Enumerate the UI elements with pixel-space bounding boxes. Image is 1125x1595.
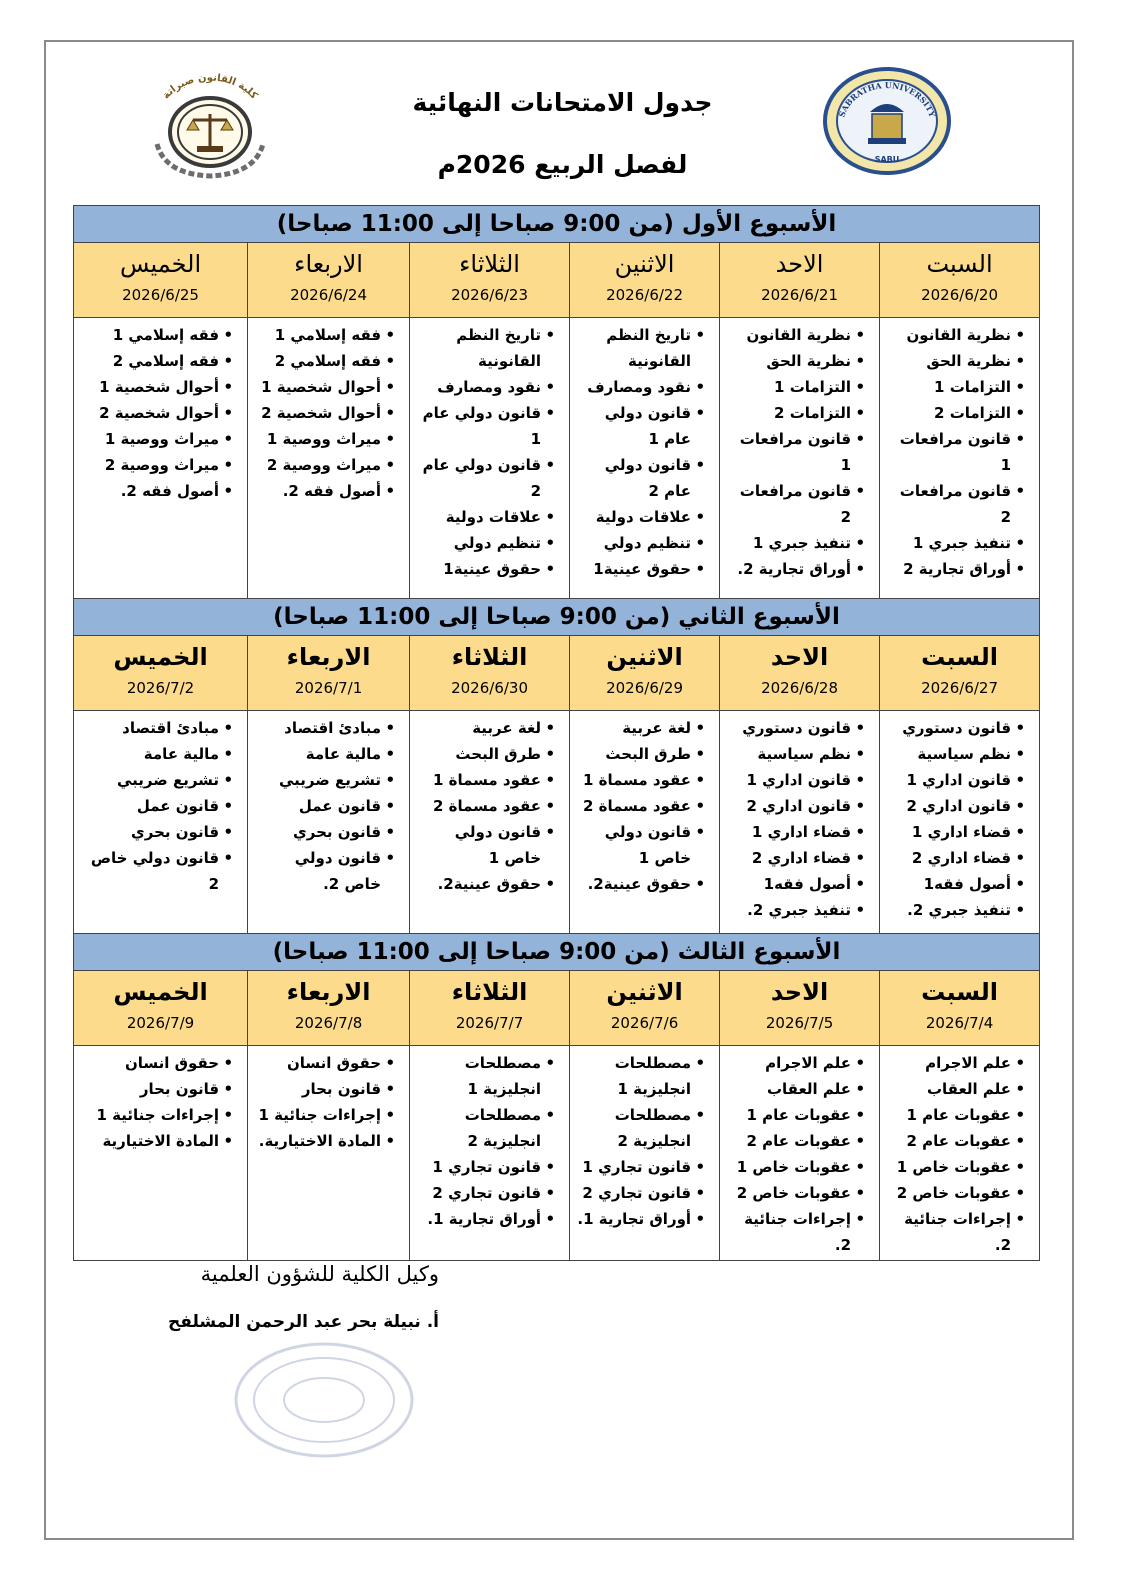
subject-item: • طرق البحث	[576, 741, 705, 767]
day-date: 2026/7/2	[126, 679, 195, 697]
day-header	[410, 971, 570, 1046]
subject-item: • حقوق عينية2.	[416, 871, 555, 897]
day-name: الاثنين	[606, 643, 683, 671]
subject-list	[880, 711, 1039, 925]
subject-item: • قضاء اداري 2	[726, 845, 865, 871]
signature-role: وكيل الكلية للشؤون العلمية	[200, 1262, 439, 1286]
subject-list	[410, 711, 569, 899]
subject-list	[248, 1046, 409, 1156]
subject-item: • أحوال شخصية 1	[80, 374, 233, 400]
subject-item: • تنظيم دولي	[576, 530, 705, 556]
subject-item: • التزامات 1	[886, 374, 1025, 400]
subject-item: • قانون تجاري 2	[576, 1180, 705, 1206]
subject-item: • قانون دولي عام 2	[416, 452, 555, 504]
day-name: الاثنين	[606, 978, 683, 1006]
subject-item: • إجراءات جنائية 1	[254, 1102, 395, 1128]
subject-item: • مصطلحات انجليزية 1	[416, 1050, 555, 1102]
faculty-logo-text: كلية القانون صبراتة	[160, 72, 260, 102]
day-name: الثلاثاء	[459, 250, 520, 278]
day-subjects	[570, 318, 720, 599]
day-header	[880, 243, 1040, 318]
day-date: 2026/6/29	[606, 679, 684, 697]
week-title: الأسبوع الثاني (من 9:00 صباحا إلى 11:00 صباحا)	[74, 599, 1040, 636]
subject-item: • تشريع ضريبي	[80, 767, 233, 793]
subject-item: • قانون بحار	[254, 1076, 395, 1102]
subject-item: • عقوبات خاص 2	[726, 1180, 865, 1206]
day-name: الخميس	[113, 643, 208, 671]
day-name: الاثنين	[614, 250, 675, 278]
subject-item: • قانون دستوري	[886, 715, 1025, 741]
subject-item: • تنظيم دولي	[416, 530, 555, 556]
subject-item: • مبادئ اقتصاد	[80, 715, 233, 741]
subject-item: • قانون تجاري 2	[416, 1180, 555, 1206]
week-header-row	[74, 599, 1040, 636]
subject-item: • تنفيذ جبري 2.	[886, 897, 1025, 923]
subject-item: • مصطلحات انجليزية 1	[576, 1050, 705, 1102]
subject-list	[74, 1046, 247, 1156]
subject-item: • مالية عامة	[254, 741, 395, 767]
day-header	[74, 243, 248, 318]
subject-item: • عقوبات عام 2	[726, 1128, 865, 1154]
subject-item: • قانون دولي خاص 2	[80, 845, 233, 897]
day-header	[74, 971, 248, 1046]
day-subjects	[570, 711, 720, 934]
subject-item: • تشريع ضريبي	[254, 767, 395, 793]
day-header	[570, 243, 720, 318]
day-header	[74, 636, 248, 711]
university-logo-abbr: SABU	[874, 155, 900, 164]
day-date: 2026/6/22	[606, 286, 684, 304]
subject-item: • قانون دولي خاص 1	[576, 819, 705, 871]
day-subjects	[720, 1046, 880, 1261]
subject-item: • عقوبات خاص 1	[726, 1154, 865, 1180]
subject-item: • قانون عمل	[80, 793, 233, 819]
official-stamp	[232, 1340, 417, 1460]
day-date: 2026/6/23	[451, 286, 529, 304]
day-date: 2026/6/24	[290, 286, 368, 304]
subject-item: • مبادئ اقتصاد	[254, 715, 395, 741]
subject-item: • عقوبات عام 1	[726, 1102, 865, 1128]
subject-item: • قانون مرافعات 2	[726, 478, 865, 530]
subject-item: • ميراث ووصية 1	[254, 426, 395, 452]
day-name: الثلاثاء	[451, 978, 528, 1006]
university-logo-text: SABRATHA UNIVERSITY	[836, 79, 938, 119]
day-subjects	[410, 1046, 570, 1261]
subject-item: • أوراق تجارية 1.	[576, 1206, 705, 1232]
day-date: 2026/6/28	[761, 679, 839, 697]
subject-list	[74, 711, 247, 899]
subject-item: • إجراءات جنائية 2.	[726, 1206, 865, 1258]
day-subjects	[74, 318, 248, 599]
week-title: الأسبوع الثالث (من 9:00 صباحا إلى 11:00 صباحا)	[74, 934, 1040, 971]
subject-item: • قانون دولي خاص 1	[416, 819, 555, 871]
subject-item: • ميراث ووصية 2	[254, 452, 395, 478]
subject-item: • قانون مرافعات 1	[726, 426, 865, 478]
subject-item: • فقه إسلامي 1	[254, 322, 395, 348]
subject-item: • علم العقاب	[886, 1076, 1025, 1102]
subject-item: • قضاء اداري 2	[886, 845, 1025, 871]
subject-item: • قانون مرافعات 2	[886, 478, 1025, 530]
day-date: 2026/6/27	[921, 679, 999, 697]
subject-item: • أوراق تجارية 2.	[726, 556, 865, 582]
day-header	[720, 971, 880, 1046]
subject-list	[570, 318, 719, 584]
subject-item: • قانون اداري 1	[726, 767, 865, 793]
day-subjects	[880, 711, 1040, 934]
subject-item: • نظم سياسية	[886, 741, 1025, 767]
day-date: 2026/6/21	[761, 286, 839, 304]
subject-item: • المادة الاختيارية.	[254, 1128, 395, 1154]
subject-item: • حقوق انسان	[80, 1050, 233, 1076]
subject-item: • علم الاجرام	[886, 1050, 1025, 1076]
day-date: 2026/7/5	[765, 1014, 834, 1032]
subject-list	[248, 711, 409, 899]
subject-item: • مصطلحات انجليزية 2	[576, 1102, 705, 1154]
day-date: 2026/7/6	[610, 1014, 679, 1032]
subject-list	[880, 318, 1039, 584]
subject-item: • تاريخ النظم القانونية	[576, 322, 705, 374]
day-name: الاحد	[770, 643, 829, 671]
day-subjects	[570, 1046, 720, 1261]
day-date: 2026/6/25	[122, 286, 199, 304]
day-date: 2026/7/7	[455, 1014, 524, 1032]
subject-item: • أحوال شخصية 2	[80, 400, 233, 426]
day-header	[570, 636, 720, 711]
day-subjects	[248, 1046, 410, 1261]
subject-item: • قضاء اداري 1	[726, 819, 865, 845]
week-title: الأسبوع الأول (من 9:00 صباحا إلى 11:00 صباحا)	[74, 206, 1040, 243]
subject-item: • المادة الاختيارية	[80, 1128, 233, 1154]
day-date: 2026/7/9	[126, 1014, 195, 1032]
subject-item: • أصول فقه 2.	[80, 478, 233, 504]
subject-item: • فقه إسلامي 2	[80, 348, 233, 374]
day-name: السبت	[921, 978, 998, 1006]
day-subjects	[410, 318, 570, 599]
subject-item: • نظرية القانون	[726, 322, 865, 348]
page-title: جدول الامتحانات النهائية	[412, 88, 713, 117]
subject-item: • أوراق تجارية 2	[886, 556, 1025, 582]
subject-item: • أوراق تجارية 1.	[416, 1206, 555, 1232]
subject-list	[880, 1046, 1039, 1260]
day-header	[410, 243, 570, 318]
subject-item: • تنفيذ جبري 1	[726, 530, 865, 556]
subject-item: • حقوق انسان	[254, 1050, 395, 1076]
subject-item: • نظم سياسية	[726, 741, 865, 767]
subject-item: • أحوال شخصية 2	[254, 400, 395, 426]
subject-item: • تنفيذ جبري 2.	[726, 897, 865, 923]
subject-item: • أحوال شخصية 1	[254, 374, 395, 400]
day-header-row	[74, 636, 1040, 711]
day-subjects	[720, 711, 880, 934]
subject-item: • قانون دولي عام 2	[576, 452, 705, 504]
subject-item: • التزامات 2	[886, 400, 1025, 426]
subject-item: • قانون اداري 2	[886, 793, 1025, 819]
page-subtitle: لفصل الربيع 2026م	[437, 150, 688, 179]
day-date: 2026/6/30	[451, 679, 529, 697]
subject-item: • عقوبات عام 2	[886, 1128, 1025, 1154]
day-date: 2026/7/8	[294, 1014, 363, 1032]
subject-item: • عقوبات عام 1	[886, 1102, 1025, 1128]
subject-item: • قانون دولي خاص 2.	[254, 845, 395, 897]
day-header	[880, 971, 1040, 1046]
subject-item: • حقوق عينية1	[576, 556, 705, 582]
subject-item: • أصول فقه1	[726, 871, 865, 897]
subject-item: • قانون اداري 2	[726, 793, 865, 819]
subject-item: • قانون دولي عام 1	[416, 400, 555, 452]
subject-item: • مصطلحات انجليزية 2	[416, 1102, 555, 1154]
subject-item: • قانون عمل	[254, 793, 395, 819]
subject-item: • عقود مسماة 1	[416, 767, 555, 793]
subject-item: • عقود مسماة 1	[576, 767, 705, 793]
day-subjects	[880, 318, 1040, 599]
day-date: 2026/6/20	[921, 286, 999, 304]
day-header	[720, 243, 880, 318]
subject-item: • مالية عامة	[80, 741, 233, 767]
subject-item: • نظرية الحق	[726, 348, 865, 374]
signature-name: أ. نبيلة بحر عبد الرحمن المشلفح	[167, 1312, 439, 1332]
day-name: الاربعاء	[294, 250, 363, 278]
day-header-row	[74, 971, 1040, 1046]
subject-list	[720, 318, 879, 584]
week-header-row	[74, 206, 1040, 243]
subject-item: • ميراث ووصية 1	[80, 426, 233, 452]
week-header-row	[74, 934, 1040, 971]
subject-item: • علم العقاب	[726, 1076, 865, 1102]
subject-item: • قانون دستوري	[726, 715, 865, 741]
subject-item: • قانون بحري	[254, 819, 395, 845]
subject-list	[720, 1046, 879, 1260]
day-subjects	[880, 1046, 1040, 1261]
subject-list	[570, 1046, 719, 1234]
day-subjects	[720, 318, 880, 599]
subject-item: • ميراث ووصية 2	[80, 452, 233, 478]
subject-item: • لغة عربية	[576, 715, 705, 741]
subject-item: • قانون بحري	[80, 819, 233, 845]
subject-item: • عقود مسماة 2	[576, 793, 705, 819]
day-header	[248, 636, 410, 711]
day-name: السبت	[921, 643, 998, 671]
day-header	[248, 243, 410, 318]
subject-item: • نقود ومصارف	[576, 374, 705, 400]
subject-item: • علم الاجرام	[726, 1050, 865, 1076]
subject-item: • علاقات دولية	[576, 504, 705, 530]
subjects-row	[74, 711, 1040, 934]
subject-item: • قانون دولي عام 1	[576, 400, 705, 452]
subject-item: • قانون اداري 1	[886, 767, 1025, 793]
subject-item: • نقود ومصارف	[416, 374, 555, 400]
day-subjects	[248, 318, 410, 599]
day-header	[570, 971, 720, 1046]
day-header	[720, 636, 880, 711]
day-name: الاربعاء	[286, 978, 371, 1006]
subject-item: • عقوبات خاص 1	[886, 1154, 1025, 1180]
subject-item: • أصول فقه 2.	[254, 478, 395, 504]
subject-item: • إجراءات جنائية 1	[80, 1102, 233, 1128]
subject-item: • حقوق عينية2.	[576, 871, 705, 897]
subject-item: • قضاء اداري 1	[886, 819, 1025, 845]
day-name: الاربعاء	[286, 643, 371, 671]
subject-list	[74, 318, 247, 506]
day-date: 2026/7/4	[925, 1014, 994, 1032]
day-name: الاحد	[770, 978, 829, 1006]
day-header-row	[74, 243, 1040, 318]
subject-item: • نظرية الحق	[886, 348, 1025, 374]
exam-schedule-table	[73, 205, 1040, 1261]
subject-item: • علاقات دولية	[416, 504, 555, 530]
subject-list	[410, 318, 569, 584]
subject-item: • عقوبات خاص 2	[886, 1180, 1025, 1206]
subject-item: • قانون مرافعات 1	[886, 426, 1025, 478]
day-date: 2026/7/1	[294, 679, 363, 697]
subject-list	[410, 1046, 569, 1234]
subject-item: • التزامات 1	[726, 374, 865, 400]
day-header	[880, 636, 1040, 711]
subject-item: • طرق البحث	[416, 741, 555, 767]
subject-item: • قانون تجاري 1	[576, 1154, 705, 1180]
subject-item: • قانون تجاري 1	[416, 1154, 555, 1180]
subject-item: • تاريخ النظم القانونية	[416, 322, 555, 374]
subject-list	[720, 711, 879, 925]
subject-list	[570, 711, 719, 899]
day-header	[410, 636, 570, 711]
subject-item: • نظرية القانون	[886, 322, 1025, 348]
day-name: الثلاثاء	[451, 643, 528, 671]
subject-item: • فقه إسلامي 2	[254, 348, 395, 374]
day-header	[248, 971, 410, 1046]
day-name: الاحد	[775, 250, 824, 278]
day-name: السبت	[926, 250, 993, 278]
subject-item: • أصول فقه1	[886, 871, 1025, 897]
day-subjects	[248, 711, 410, 934]
university-logo	[822, 66, 952, 176]
day-name: الخميس	[119, 250, 202, 278]
subject-item: • تنفيذ جبري 1	[886, 530, 1025, 556]
subject-item: • قانون بحار	[80, 1076, 233, 1102]
faculty-logo	[135, 64, 285, 186]
subject-item: • عقود مسماة 2	[416, 793, 555, 819]
day-name: الخميس	[113, 978, 208, 1006]
subject-item: • حقوق عينية1	[416, 556, 555, 582]
day-subjects	[410, 711, 570, 934]
subject-item: • التزامات 2	[726, 400, 865, 426]
subject-item: • لغة عربية	[416, 715, 555, 741]
subject-item: • فقه إسلامي 1	[80, 322, 233, 348]
day-subjects	[74, 711, 248, 934]
subject-item: • إجراءات جنائية 2.	[886, 1206, 1025, 1258]
day-subjects	[74, 1046, 248, 1261]
subjects-row	[74, 318, 1040, 599]
subjects-row	[74, 1046, 1040, 1261]
subject-list	[248, 318, 409, 506]
